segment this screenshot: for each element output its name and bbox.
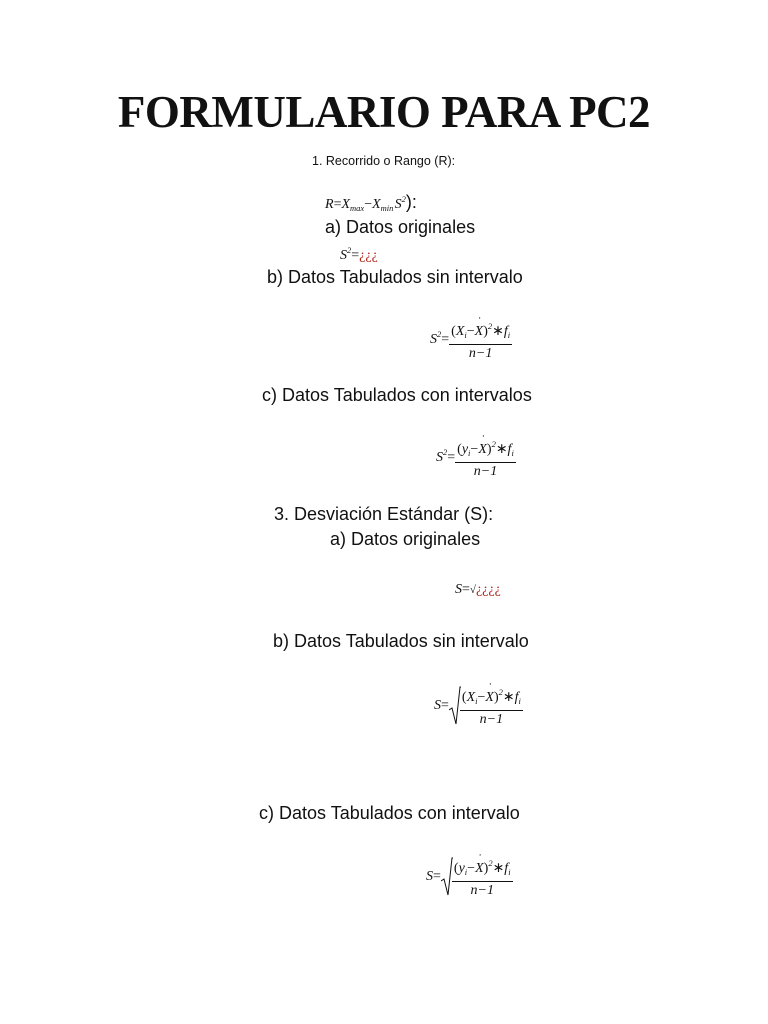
std-dev-heading: 3. Desviación Estándar (S): bbox=[274, 504, 494, 524]
std-dev-original-formula: S=√¿¿¿¿ bbox=[455, 582, 501, 597]
std-dev-tabulated-interval-formula: S= $\frac{(y_i-˙ X)^2∗f_i}{n-1}$ bbox=[426, 855, 513, 899]
variance-tabulated-no-interval-formula: $S^2=$ $\frac{(X_i-˙ X)^2∗f_i}{n-1}$ bbox=[430, 318, 512, 362]
std-dev-tabulated-interval-label: c) Datos Tabulados con intervalo bbox=[259, 803, 520, 823]
variance-tabulated-no-interval-label: b) Datos Tabulados sin intervalo bbox=[267, 267, 523, 287]
range-formula: $R=X_{max}-X_{min}$ $S^2$): bbox=[325, 192, 417, 213]
variance-tabulated-interval-formula: $S^2=$ $\frac{(y_i-˙ X)^2∗f_i}{n-1}$ bbox=[436, 436, 516, 480]
std-dev-original-label: a) Datos originales bbox=[330, 529, 481, 549]
std-dev-tabulated-no-interval-formula: S= $\frac{(X_i-˙ X)^2∗f_i}{n-1}$ bbox=[434, 684, 523, 728]
variance-tabulated-interval-label: c) Datos Tabulados con intervalos bbox=[262, 385, 532, 405]
range-item-label: 1. Recorrido o Rango (R): bbox=[312, 154, 456, 168]
std-dev-tabulated-no-interval-label: b) Datos Tabulados sin intervalo bbox=[273, 631, 529, 651]
page-title: FORMULARIO PARA PC2 bbox=[117, 87, 651, 137]
variance-original-label: a) Datos originales bbox=[325, 217, 476, 237]
variance-original-formula: $S^2=¿¿¿$ bbox=[340, 245, 378, 263]
